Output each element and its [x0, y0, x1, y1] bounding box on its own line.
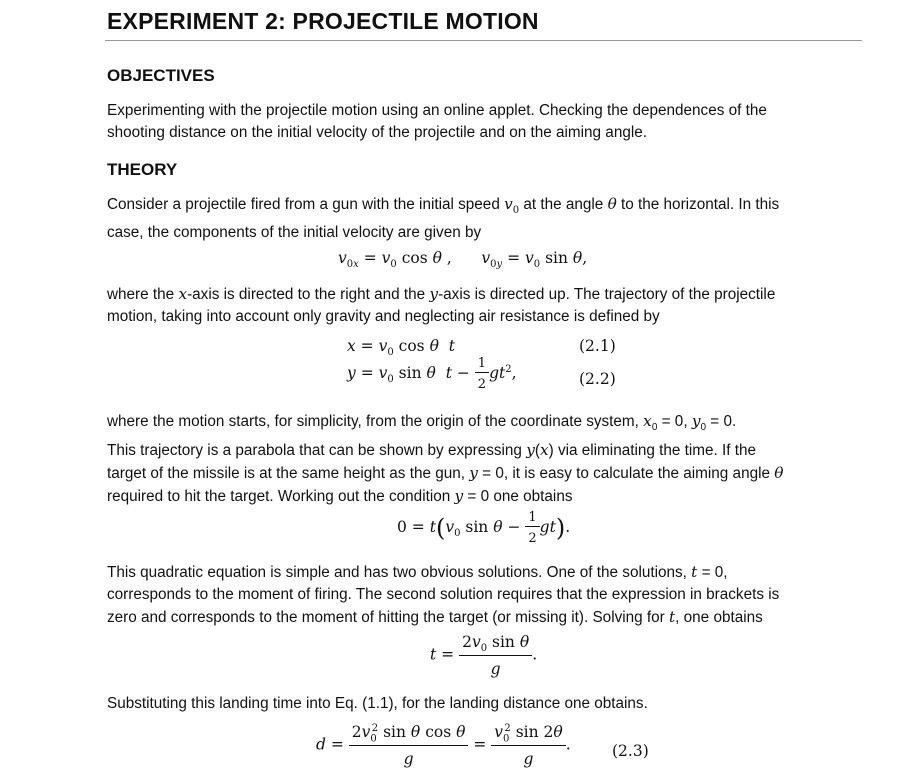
landing-condition-equation: $0 = t(v_0$ sin θ − $\frac{1}{2}$ gt).	[397, 510, 571, 546]
objectives-line-1: Experimenting with the projectile motion using an online applet. Checking the dependences of the	[107, 102, 767, 119]
objectives-line-2: shooting distance on the initial velocity of the projectile and on the aiming angle.	[107, 124, 647, 141]
equation-2-3: d = $\frac{2v_0^2 \sin \theta \cos \theta}{g}$ = $\frac{v_0^2 \sin 2\theta}{g}$ .	[316, 723, 571, 769]
theory-paragraph-1: Consider a projectile fired from a gun with the initial speed $v_0$ at the angle θ to the horizontal. In this case, the components of the initial velocity are given by	[107, 195, 780, 242]
theory-paragraph-2: where the x-axis is directed to the right and the y-axis is directed up. The trajectory of the projectile motion, taking into account only gravity and neglecting air resistance is defined by	[107, 285, 776, 325]
equation-2-1: $x = v_0$ cos θ t	[347, 337, 455, 359]
objectives-heading: OBJECTIVES	[107, 66, 215, 85]
page-title: EXPERIMENT 2: PROJECTILE MOTION	[107, 8, 539, 34]
velocity-components-equation: $v_{0x} = v_0$ cos θ , $v_{0y} = v_0$ sin θ,	[338, 249, 588, 271]
equation-2-2-number: (2.2)	[579, 370, 616, 388]
theory-paragraph-3: where the motion starts, for simplicity, from the origin of the coordinate system, $x_0 = 0$, $y_0 = 0$. This trajectory is a parabola that can be shown by expressing y(x) via eliminating the time. If the target of the missile is at the same height as the gun, y = 0, it is easy to calculate the aiming angle θ required to hit the target. Working out the condition y = 0 one obtains	[107, 412, 784, 506]
equation-2-3-number: (2.3)	[612, 742, 649, 760]
theory-paragraph-4: This quadratic equation is simple and has two obvious solutions. One of the solutions, t = 0, corresponds to the moment of firing. The second solution requires that the expression in brackets is zero and corresponds to the moment of hitting the target (or missing it). Solving for t, one obtains	[107, 563, 780, 626]
objectives-paragraph	[107, 100, 862, 144]
title-divider	[105, 40, 862, 41]
equation-2-2: $y = v_0$ sin θ t − $\frac{1}{2}$ $gt^2$,	[347, 356, 517, 392]
equation-2-1-number: (2.1)	[579, 337, 616, 355]
theory-heading: THEORY	[107, 160, 178, 179]
landing-time-equation: t = $\frac{2v_0 \sin \theta}{g}$ .	[430, 633, 538, 679]
theory-paragraph-5: Substituting this landing time into Eq. (1.1), for the landing distance one obtains.	[107, 695, 648, 712]
